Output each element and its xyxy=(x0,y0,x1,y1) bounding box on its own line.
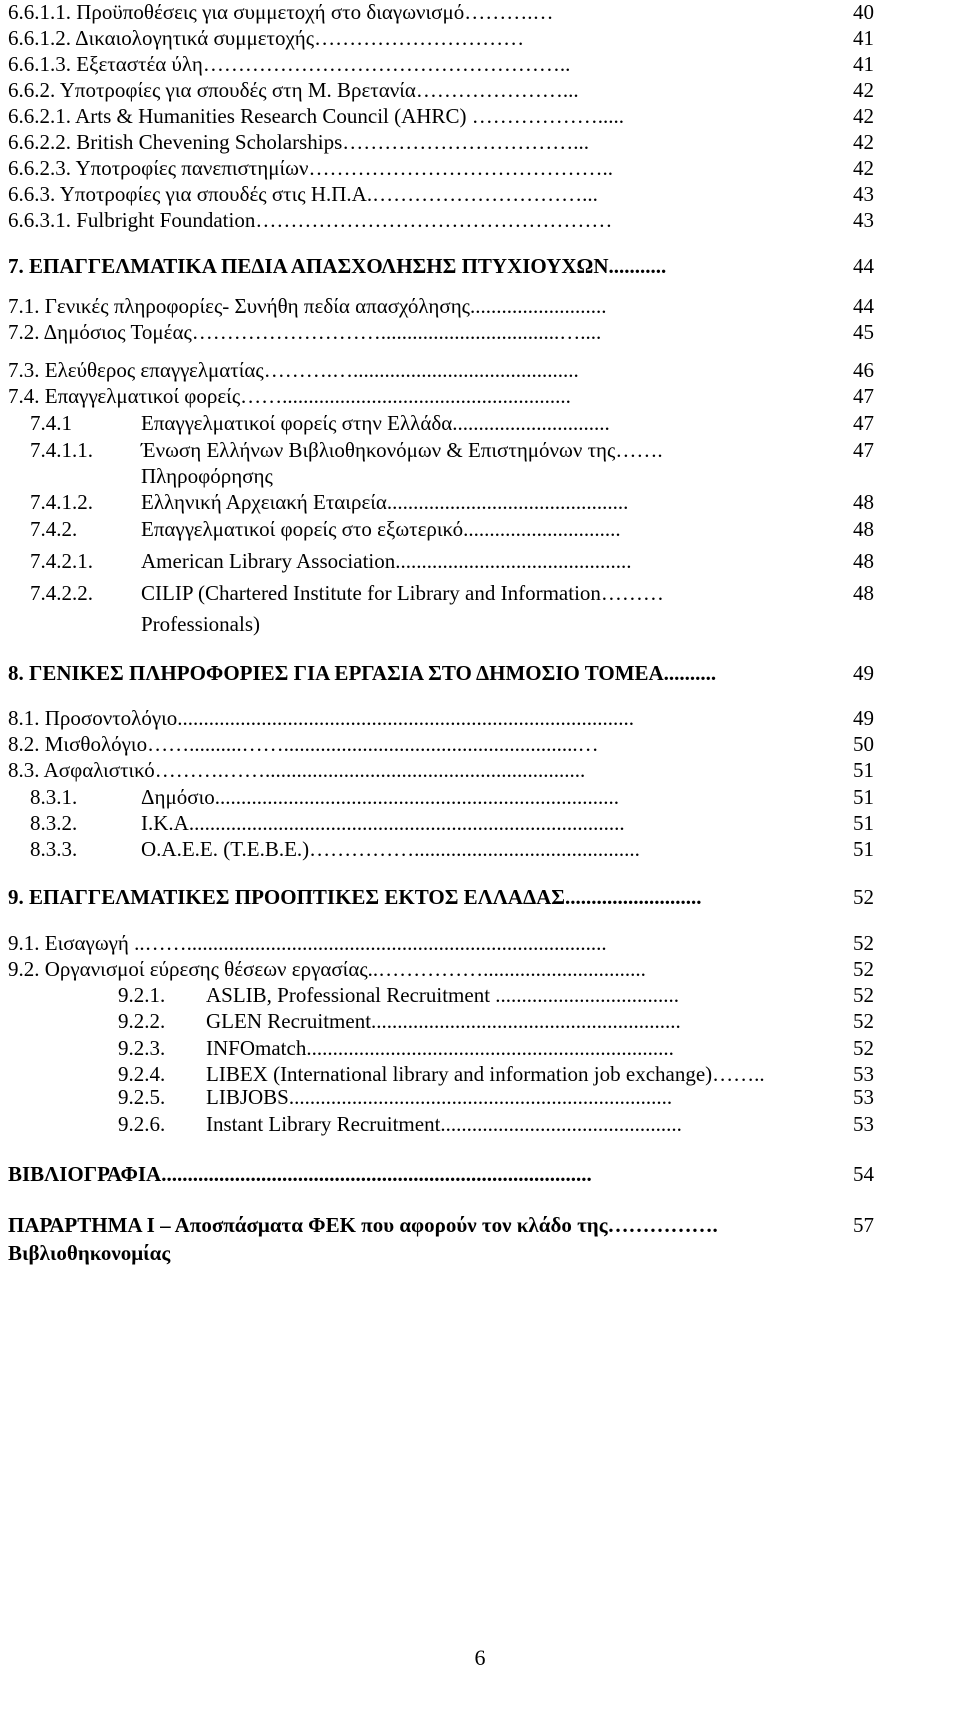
toc-entry-text: 6.6.2.1. Arts & Humanities Research Council (AHRC) ………………..... xyxy=(8,104,624,128)
toc-entry-page: 52 xyxy=(853,957,874,981)
toc-entry-continuation xyxy=(8,464,878,488)
toc-entry-text: 8.2. Μισθολόγιο……..........……........................................................… xyxy=(8,732,599,756)
toc-entry-text: 9.1. Εισαγωγή ..……................................................................................ xyxy=(8,931,607,955)
toc-entry xyxy=(8,104,878,128)
toc-entry-number: 7.4.1 xyxy=(30,411,72,435)
toc-entry-number: 8.3.2. xyxy=(30,811,78,835)
toc-entry-text: 6.6.1.3. Εξεταστέα ύλη…………………………………………….. xyxy=(8,52,571,76)
toc-entry xyxy=(8,811,878,835)
toc-entry-text: INFOmatch...................................................................... xyxy=(206,1036,674,1060)
toc-entry-number: 7.4.2.2. xyxy=(30,581,93,605)
toc-entry-page: 44 xyxy=(853,254,874,278)
toc-entry-text: 6.6.2.2. British Chevening Scholarships……………………………... xyxy=(8,130,589,154)
toc-entry-text: 7.2. Δημόσιος Τομέας………………………..................................….... xyxy=(8,320,602,344)
toc-entry xyxy=(8,0,878,24)
toc-entry-page: 52 xyxy=(853,983,874,1007)
toc-entry-text: 7.1. Γενικές πληροφορίες- Συνήθη πεδία απασχόλησης.......................... xyxy=(8,294,607,318)
toc-entry-text: 6.6.3. Υποτροφίες για σπουδές στις Η.Π.Α.…………………………... xyxy=(8,182,598,206)
toc-entry-continuation xyxy=(8,612,878,636)
toc-entry-page: 51 xyxy=(853,811,874,835)
toc-entry-text: ΒΙΒΛΙΟΓΡΑΦΙΑ.................................................................................. xyxy=(8,1162,592,1186)
toc-chapter-heading xyxy=(8,885,878,909)
toc-entry-page: 43 xyxy=(853,208,874,232)
toc-entry-page: 47 xyxy=(853,411,874,435)
toc-entry-page: 53 xyxy=(853,1085,874,1109)
toc-entry-page: 48 xyxy=(853,581,874,605)
toc-entry-text: LIBEX (International library and information job exchange)…….. xyxy=(206,1062,765,1086)
toc-entry-page: 42 xyxy=(853,104,874,128)
page-number: 6 xyxy=(474,1645,486,1670)
toc-entry-number: 7.4.2.1. xyxy=(30,549,93,573)
toc-entry-page: 42 xyxy=(853,156,874,180)
toc-entry xyxy=(8,549,878,573)
toc-entry xyxy=(8,517,878,541)
toc-entry xyxy=(8,837,878,861)
toc-entry-text: 9. ΕΠΑΓΓΕΛΜΑΤΙΚΕΣ ΠΡΟΟΠΤΙΚΕΣ ΕΚΤΟΣ ΕΛΛΑΔΑΣ.......................... xyxy=(8,885,702,909)
toc-entry-continuation xyxy=(8,1241,878,1265)
toc-entry-page: 50 xyxy=(853,732,874,756)
toc-entry-page: 43 xyxy=(853,182,874,206)
toc-entry-text: Ένωση Ελλήνων Βιβλιοθηκονόμων & Επιστημόνων της……. xyxy=(141,438,663,462)
toc-entry-page: 57 xyxy=(853,1213,874,1237)
toc-entry-text: ΠΑΡΑΡΤΗΜΑ Ι – Αποσπάσματα ΦΕΚ που αφορούν τον κλάδο της……………. xyxy=(8,1213,718,1237)
toc-entry xyxy=(8,384,878,408)
toc-entry-text: 7.3. Ελεύθερος επαγγελματίας……….…........................................... xyxy=(8,358,579,382)
toc-entry-text-cont: Professionals) xyxy=(141,612,260,636)
toc-entry-text: 6.6.1.2. Δικαιολογητικά συμμετοχής………………………… xyxy=(8,26,525,50)
toc-chapter-heading xyxy=(8,1162,878,1186)
toc-entry-text: Instant Library Recruitment.............................................. xyxy=(206,1112,682,1136)
toc-entry-page: 52 xyxy=(853,885,874,909)
toc-chapter-heading xyxy=(8,254,878,278)
toc-entry-number: 9.2.4. xyxy=(118,1062,166,1086)
toc-entry xyxy=(8,182,878,206)
toc-entry-page: 47 xyxy=(853,438,874,462)
toc-entry-text: Ι.Κ.Α................................................................................... xyxy=(141,811,625,835)
toc-entry xyxy=(8,78,878,102)
toc-entry xyxy=(8,130,878,154)
toc-entry-page: 54 xyxy=(853,1162,874,1186)
toc-entry-text: 6.6.2.3. Υποτροφίες πανεπιστημίων…………………………………….. xyxy=(8,156,613,180)
toc-entry xyxy=(8,294,878,318)
toc-entry-page: 48 xyxy=(853,517,874,541)
toc-entry-text: 6.6.1.1. Προϋποθέσεις για συμμετοχή στο διαγωνισμό……….… xyxy=(8,0,554,24)
toc-entry-text-cont: Βιβλιοθηκονομίας xyxy=(8,1241,171,1265)
toc-entry-page: 53 xyxy=(853,1112,874,1136)
toc-entry-page: 45 xyxy=(853,320,874,344)
toc-entry xyxy=(8,26,878,50)
toc-entry-page: 51 xyxy=(853,758,874,782)
toc-entry-page: 47 xyxy=(853,384,874,408)
toc-entry xyxy=(8,490,878,514)
toc-entry-number: 7.4.1.2. xyxy=(30,490,93,514)
toc-entry xyxy=(8,1036,878,1060)
toc-entry-text: Επαγγελματικοί φορείς στο εξωτερικό.............................. xyxy=(141,517,621,541)
toc-entry xyxy=(8,438,878,462)
toc-entry-text: 9.2. Οργανισμοί εύρεσης θέσεων εργασίας..……………............................... xyxy=(8,957,646,981)
toc-entry xyxy=(8,1085,878,1109)
toc-entry-text-cont: Πληροφόρησης xyxy=(141,464,273,488)
toc-entry xyxy=(8,1009,878,1033)
toc-entry xyxy=(8,581,878,605)
toc-entry-page: 52 xyxy=(853,1036,874,1060)
toc-entry-page: 51 xyxy=(853,837,874,861)
toc-entry-number: 9.2.5. xyxy=(118,1085,166,1109)
toc-entry-page: 52 xyxy=(853,1009,874,1033)
toc-entry-text: American Library Association............................................. xyxy=(141,549,632,573)
toc-entry xyxy=(8,320,878,344)
toc-entry-text: LIBJOBS......................................................................... xyxy=(206,1085,673,1109)
toc-entry-text: 8. ΓΕΝΙΚΕΣ ΠΛΗΡΟΦΟΡΙΕΣ ΓΙΑ ΕΡΓΑΣΙΑ ΣΤΟ ΔΗΜΟΣΙΟ ΤΟΜΕΑ.......... xyxy=(8,661,717,685)
toc-entry-text: Δημόσιο............................................................................. xyxy=(141,785,619,809)
toc-entry xyxy=(8,1062,878,1086)
toc-entry-text: 7.4. Επαγγελματικοί φορείς……....................................................... xyxy=(8,384,571,408)
toc-entry-number: 8.3.1. xyxy=(30,785,78,809)
toc-entry xyxy=(8,758,878,782)
toc-entry-number: 8.3.3. xyxy=(30,837,78,861)
toc-entry xyxy=(8,156,878,180)
toc-entry xyxy=(8,732,878,756)
toc-entry-text: 8.3. Ασφαλιστικό……….……............................................................. xyxy=(8,758,586,782)
toc-entry-page: 48 xyxy=(853,549,874,573)
toc-entry xyxy=(8,785,878,809)
toc-entry-page: 48 xyxy=(853,490,874,514)
toc-entry-text: 6.6.2. Υποτροφίες για σπουδές στη Μ. Βρετανία…………………... xyxy=(8,78,579,102)
toc-entry-number: 9.2.6. xyxy=(118,1112,166,1136)
toc-entry-text: 7. ΕΠΑΓΓΕΛΜΑΤΙΚΑ ΠΕΔΙΑ ΑΠΑΣΧΟΛΗΣΗΣ ΠΤΥΧΙΟΥΧΩΝ........... xyxy=(8,254,667,278)
toc-entry-number: 7.4.1.1. xyxy=(30,438,93,462)
toc-entry-number: 9.2.1. xyxy=(118,983,166,1007)
toc-entry-number: 9.2.2. xyxy=(118,1009,166,1033)
toc-entry-text: Ο.Α.Ε.Ε. (Τ.Ε.Β.Ε.)……………........................................... xyxy=(141,837,640,861)
toc-chapter-heading xyxy=(8,661,878,685)
toc-entry-page: 44 xyxy=(853,294,874,318)
toc-entry-text: 6.6.3.1. Fulbright Foundation…………………………………………… xyxy=(8,208,613,232)
toc-entry xyxy=(8,706,878,730)
toc-entry-page: 53 xyxy=(853,1062,874,1086)
toc-entry-number: 9.2.3. xyxy=(118,1036,166,1060)
toc-entry-page: 42 xyxy=(853,130,874,154)
toc-entry-text: GLEN Recruitment........................................................... xyxy=(206,1009,681,1033)
toc-entry-page: 49 xyxy=(853,706,874,730)
toc-entry xyxy=(8,1112,878,1136)
toc-entry-number: 7.4.2. xyxy=(30,517,78,541)
toc-entry xyxy=(8,52,878,76)
toc-entry-text: Επαγγελματικοί φορείς στην Ελλάδα.............................. xyxy=(141,411,610,435)
toc-entry-text: CILIP (Chartered Institute for Library and Information……… xyxy=(141,581,664,605)
toc-entry-page: 52 xyxy=(853,931,874,955)
toc-entry-text: Ελληνική Αρχειακή Εταιρεία.............................................. xyxy=(141,490,629,514)
toc-entry xyxy=(8,208,878,232)
toc-entry-page: 51 xyxy=(853,785,874,809)
toc-entry-page: 42 xyxy=(853,78,874,102)
toc-entry xyxy=(8,957,878,981)
toc-entry xyxy=(8,931,878,955)
toc-entry-page: 41 xyxy=(853,26,874,50)
toc-entry-page: 46 xyxy=(853,358,874,382)
toc-chapter-heading xyxy=(8,1213,878,1237)
toc-entry-page: 41 xyxy=(853,52,874,76)
toc-entry xyxy=(8,358,878,382)
toc-entry xyxy=(8,411,878,435)
toc-entry-page: 49 xyxy=(853,661,874,685)
toc-entry-page: 40 xyxy=(853,0,874,24)
toc-entry xyxy=(8,983,878,1007)
toc-entry-text: ASLIB, Professional Recruitment ................................... xyxy=(206,983,680,1007)
toc-entry-text: 8.1. Προσοντολόγιο....................................................................................... xyxy=(8,706,635,730)
